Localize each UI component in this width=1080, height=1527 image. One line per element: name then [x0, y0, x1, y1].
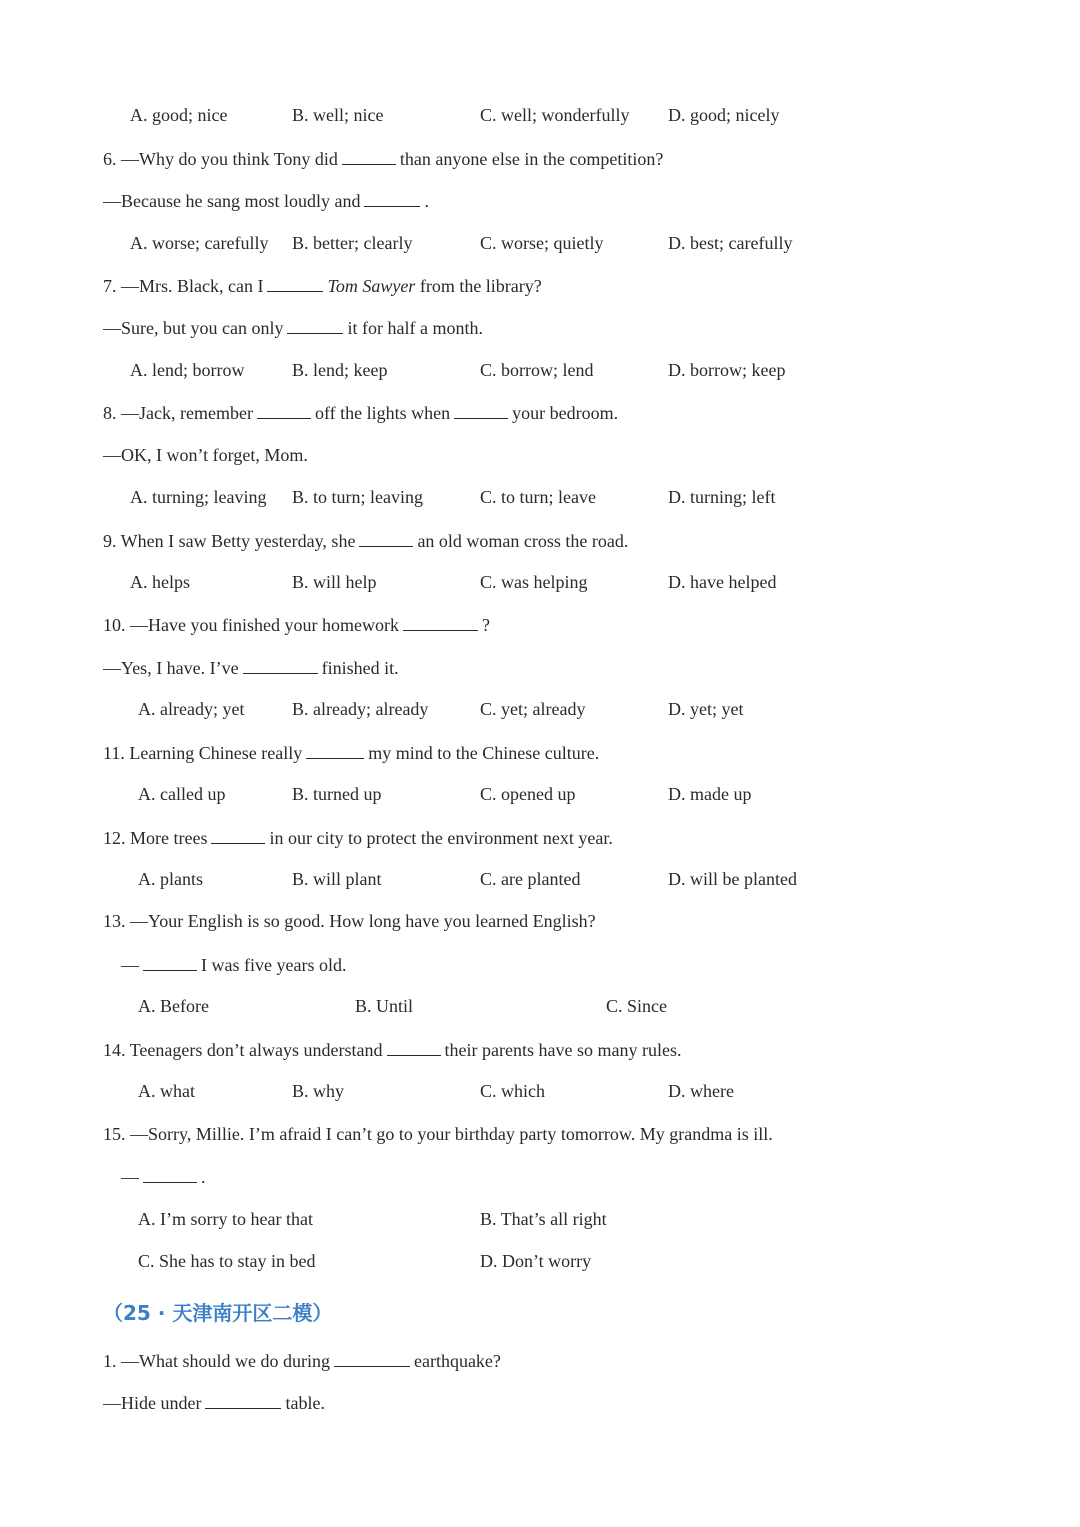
q13-reply-post: I was five years old. — [201, 955, 347, 975]
q7-blank-2 — [287, 315, 343, 334]
q8-stem-post: your bedroom. — [512, 403, 619, 423]
q15-stem: 15. —Sorry, Millie. I’m afraid I can’t go to your birthday party tomorrow. My grandma is ill. — [103, 1124, 773, 1144]
q13-option-a: A. Before — [138, 996, 209, 1016]
q10-option-c: C. yet; already — [480, 699, 586, 719]
q8-stem — [103, 400, 618, 425]
q5-option-a: A. good; nice — [130, 105, 228, 125]
q10-blank-2 — [243, 655, 318, 674]
q7-stem-post: from the library? — [419, 276, 542, 296]
q6-option-d: D. best; carefully — [668, 233, 793, 253]
q10-reply-pre: —Yes, I have. I’ve — [103, 658, 239, 678]
section-title: （25 · 天津南开区二模） — [103, 1301, 333, 1325]
q14-stem — [103, 1037, 681, 1062]
q12-stem — [103, 825, 613, 850]
q15-option-d: D. Don’t worry — [480, 1251, 592, 1271]
q8-blank-2 — [454, 400, 508, 419]
q8-stem-mid: off the lights when — [314, 403, 451, 423]
q14-option-b: B. why — [292, 1081, 345, 1101]
q13-reply — [121, 952, 346, 977]
n1-reply — [103, 1390, 325, 1415]
q13-blank-1 — [143, 952, 197, 971]
q11-stem-post: my mind to the Chinese culture. — [368, 743, 600, 763]
q11-option-c: C. opened up — [480, 784, 576, 804]
q15-reply — [121, 1164, 206, 1189]
q10-reply — [103, 655, 399, 680]
q13-stem: 13. —Your English is so good. How long have you learned English? — [103, 911, 596, 931]
q12-option-c: C. are planted — [480, 869, 581, 889]
q7-stem — [103, 273, 542, 298]
n1-reply-post: table. — [285, 1393, 325, 1413]
q10-option-d: D. yet; yet — [668, 699, 744, 719]
q6-blank-2 — [364, 188, 420, 207]
q9-stem — [103, 528, 628, 553]
q10-blank-1 — [403, 612, 478, 631]
q6-reply — [103, 188, 429, 213]
q15-reply-pre: — — [121, 1167, 139, 1187]
q6-stem-pre: 6. —Why do you think Tony did — [103, 149, 338, 169]
q14-option-a: A. what — [138, 1081, 195, 1101]
q8-option-c: C. to turn; leave — [480, 487, 596, 507]
q9-stem-post: an old woman cross the road. — [417, 531, 629, 551]
q5-option-b: B. well; nice — [292, 105, 384, 125]
q9-blank-1 — [359, 528, 413, 547]
q7-stem-pre: 7. —Mrs. Black, can I — [103, 276, 264, 296]
q12-option-a: A. plants — [138, 869, 203, 889]
q12-stem-post: in our city to protect the environment next year. — [269, 828, 613, 848]
q11-stem — [103, 740, 599, 765]
q10-option-a: A. already; yet — [138, 699, 245, 719]
q10-reply-post: finished it. — [321, 658, 399, 678]
q10-option-b: B. already; already — [292, 699, 429, 719]
q10-stem — [103, 612, 490, 637]
q13-option-b: B. Until — [355, 996, 414, 1016]
q14-stem-post: their parents have so many rules. — [444, 1040, 682, 1060]
q11-stem-pre: 11. Learning Chinese really — [103, 743, 303, 763]
n1-reply-pre: —Hide under — [103, 1393, 202, 1413]
q15-option-b: B. That’s all right — [480, 1209, 607, 1229]
q6-reply-pre: —Because he sang most loudly and — [103, 191, 361, 211]
q8-blank-1 — [257, 400, 311, 419]
q12-stem-pre: 12. More trees — [103, 828, 208, 848]
n1-stem-post: earthquake? — [413, 1351, 501, 1371]
n1-stem-pre: 1. —What should we do during — [103, 1351, 330, 1371]
q6-stem-post: than anyone else in the competition? — [399, 149, 664, 169]
q11-option-d: D. made up — [668, 784, 752, 804]
q9-option-d: D. have helped — [668, 572, 777, 592]
q14-stem-pre: 14. Teenagers don’t always understand — [103, 1040, 383, 1060]
q6-reply-post: . — [424, 191, 429, 211]
q7-option-b: B. lend; keep — [292, 360, 388, 380]
q12-option-d: D. will be planted — [668, 869, 797, 889]
q7-reply-pre: —Sure, but you can only — [103, 318, 284, 338]
q15-blank-1 — [143, 1164, 197, 1183]
q8-reply: —OK, I won’t forget, Mom. — [103, 445, 308, 465]
q11-blank-1 — [306, 740, 364, 759]
q6-option-c: C. worse; quietly — [480, 233, 604, 253]
q6-option-b: B. better; clearly — [292, 233, 413, 253]
q14-blank-1 — [387, 1037, 441, 1056]
q7-book-title: Tom Sawyer — [327, 276, 416, 296]
q10-stem-pre: 10. —Have you finished your homework — [103, 615, 399, 635]
n1-blank-1 — [334, 1348, 410, 1367]
n1-blank-2 — [205, 1390, 281, 1409]
q8-option-b: B. to turn; leaving — [292, 487, 423, 507]
q12-option-b: B. will plant — [292, 869, 382, 889]
q14-option-d: D. where — [668, 1081, 734, 1101]
q8-option-d: D. turning; left — [668, 487, 776, 507]
q11-option-b: B. turned up — [292, 784, 382, 804]
q9-option-c: C. was helping — [480, 572, 588, 592]
q15-option-c: C. She has to stay in bed — [138, 1251, 316, 1271]
q7-option-c: C. borrow; lend — [480, 360, 594, 380]
q15-reply-post: . — [201, 1167, 206, 1187]
q10-stem-post: ? — [481, 615, 490, 635]
q7-blank-1 — [267, 273, 323, 292]
q9-stem-pre: 9. When I saw Betty yesterday, she — [103, 531, 356, 551]
q14-option-c: C. which — [480, 1081, 545, 1101]
q7-reply — [103, 315, 483, 340]
q6-option-a: A. worse; carefully — [130, 233, 269, 253]
q11-option-a: A. called up — [138, 784, 226, 804]
q9-option-a: A. helps — [130, 572, 190, 592]
q5-option-d: D. good; nicely — [668, 105, 780, 125]
q9-option-b: B. will help — [292, 572, 377, 592]
q8-option-a: A. turning; leaving — [130, 487, 267, 507]
q7-option-d: D. borrow; keep — [668, 360, 786, 380]
q6-blank-1 — [342, 146, 396, 165]
q12-blank-1 — [211, 825, 265, 844]
q6-stem — [103, 146, 663, 171]
q15-option-a: A. I’m sorry to hear that — [138, 1209, 313, 1229]
q8-stem-pre: 8. —Jack, remember — [103, 403, 253, 423]
q13-reply-pre: — — [121, 955, 139, 975]
q5-option-c: C. well; wonderfully — [480, 105, 630, 125]
n1-stem — [103, 1348, 501, 1373]
q7-reply-post: it for half a month. — [347, 318, 483, 338]
q13-option-c: C. Since — [606, 996, 667, 1016]
q7-option-a: A. lend; borrow — [130, 360, 245, 380]
